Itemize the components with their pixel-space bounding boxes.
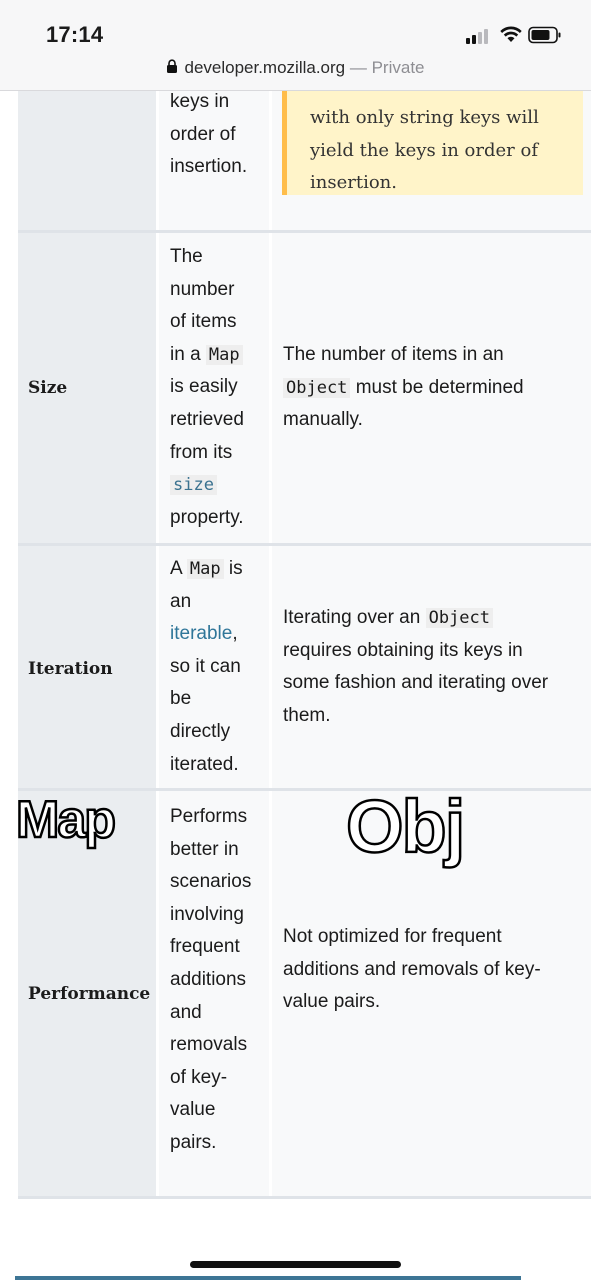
row-header-size: Size bbox=[28, 378, 68, 398]
text-line: and bbox=[170, 1001, 202, 1023]
text-line: them. bbox=[283, 704, 331, 726]
text-line: insertion. bbox=[170, 156, 248, 178]
text-fragment: must be determined bbox=[350, 376, 524, 398]
text-line: from its bbox=[170, 441, 233, 463]
overlay-label-map: Map bbox=[16, 791, 114, 849]
size-link[interactable]: size bbox=[170, 475, 217, 495]
text-line: additions bbox=[170, 968, 247, 990]
text-line: of items bbox=[170, 311, 237, 333]
text-line: The bbox=[170, 246, 203, 267]
text-fragment: is bbox=[223, 558, 243, 579]
map-cell bbox=[159, 233, 272, 543]
url-domain: developer.mozilla.org bbox=[184, 58, 346, 77]
map-cell bbox=[159, 546, 272, 788]
row-header-cell bbox=[18, 791, 159, 1196]
text-line bbox=[283, 372, 583, 405]
text-line: value pairs. bbox=[283, 991, 381, 1013]
note-line: insertion. bbox=[310, 172, 397, 194]
wifi-icon bbox=[500, 26, 522, 44]
text-line: Not optimized for frequent bbox=[283, 926, 502, 947]
code-object: Object bbox=[283, 378, 350, 398]
page-bottom-bar bbox=[15, 1276, 521, 1280]
text-line bbox=[170, 553, 268, 586]
map-cell bbox=[159, 791, 272, 1196]
object-cell bbox=[272, 233, 591, 543]
text-fragment: A bbox=[170, 558, 187, 579]
object-cell bbox=[272, 90, 591, 230]
text-line: frequent bbox=[170, 936, 240, 958]
text-line: better in bbox=[170, 838, 239, 860]
table-row-order bbox=[18, 90, 591, 230]
table-row-iteration bbox=[18, 546, 591, 788]
text-line: The number of items in an bbox=[283, 344, 504, 365]
text-line bbox=[170, 618, 268, 651]
text-line: pairs. bbox=[170, 1131, 217, 1153]
text-line: some fashion and iterating over bbox=[283, 672, 549, 694]
note-line: yield the keys in order of bbox=[310, 139, 538, 161]
text-line bbox=[170, 469, 268, 502]
code-object: Object bbox=[426, 608, 493, 628]
text-line: property. bbox=[170, 506, 244, 528]
text-fragment: Iterating over an bbox=[283, 607, 426, 628]
text-line: retrieved bbox=[170, 408, 244, 430]
text-fragment: in a bbox=[170, 343, 206, 365]
text-line bbox=[283, 602, 583, 635]
text-line: be bbox=[170, 688, 192, 710]
url-private-label: — Private bbox=[345, 58, 425, 77]
text-line: removals bbox=[170, 1034, 248, 1056]
text-line: manually. bbox=[283, 409, 363, 431]
text-fragment: , bbox=[232, 623, 238, 645]
text-line: number bbox=[170, 278, 235, 300]
text-line: value bbox=[170, 1099, 216, 1121]
text-line: so it can bbox=[170, 655, 241, 677]
text-line: involving bbox=[170, 903, 244, 925]
iterable-link[interactable]: iterable bbox=[170, 623, 233, 645]
status-time: 17:14 bbox=[46, 22, 104, 47]
signal-icon bbox=[466, 28, 492, 44]
battery-icon bbox=[528, 26, 562, 44]
note-text bbox=[310, 102, 570, 200]
code-map: Map bbox=[206, 345, 243, 365]
text-line: requires obtaining its keys in bbox=[283, 639, 523, 661]
text-line: additions and removals of key- bbox=[283, 958, 541, 980]
home-indicator[interactable] bbox=[190, 1261, 401, 1268]
comparison-table bbox=[18, 90, 591, 1200]
row-header-cell bbox=[18, 90, 159, 230]
text-line: of key- bbox=[170, 1066, 228, 1088]
text-line: iterated. bbox=[170, 753, 239, 775]
code-map: Map bbox=[187, 559, 224, 579]
browser-top-bar bbox=[0, 0, 591, 91]
row-header-performance: Performance bbox=[28, 984, 151, 1004]
text-line: scenarios bbox=[170, 871, 252, 893]
text-line: directly bbox=[170, 720, 231, 742]
url-bar[interactable] bbox=[0, 58, 591, 78]
row-header-cell bbox=[18, 233, 159, 543]
text-line bbox=[170, 339, 268, 372]
text-line: Performs bbox=[170, 806, 248, 827]
row-header-cell bbox=[18, 546, 159, 788]
text-line: is easily bbox=[170, 376, 238, 398]
text-line: keys in bbox=[170, 91, 230, 112]
note-line: with only string keys will bbox=[310, 107, 539, 128]
map-cell bbox=[159, 90, 272, 230]
table-row-performance bbox=[18, 791, 591, 1196]
table-row-size bbox=[18, 233, 591, 543]
row-divider bbox=[18, 1196, 591, 1199]
object-cell bbox=[272, 546, 591, 788]
lock-icon bbox=[166, 59, 178, 74]
text-line: an bbox=[170, 590, 192, 612]
row-header-iteration: Iteration bbox=[28, 659, 113, 679]
text-line: order of bbox=[170, 123, 236, 145]
overlay-label-obj: Obj bbox=[346, 785, 464, 868]
